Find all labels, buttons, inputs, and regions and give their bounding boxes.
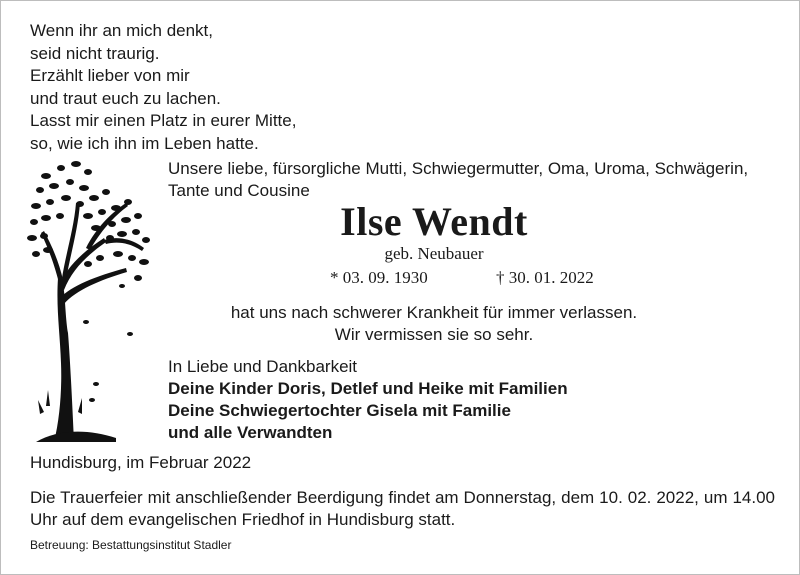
poem-line: und traut euch zu lachen. xyxy=(30,88,221,108)
poem xyxy=(30,20,296,155)
birth-name: geb. Neubauer xyxy=(384,244,484,263)
passing-line: hat uns nach schwerer Krankheit für immer verlassen. xyxy=(230,303,638,322)
place-date: Hundisburg, im Februar 2022 xyxy=(30,453,252,472)
intro-line: Tante und Cousine xyxy=(168,181,310,200)
intro-line: Unsere liebe, fürsorgliche Mutti, Schwiegermutter, Oma, Uroma, Schwägerin, xyxy=(168,159,749,178)
mourner-line: Deine Schwiegertochter Gisela mit Familie xyxy=(168,401,511,420)
passing-text xyxy=(0,302,800,346)
intro-text xyxy=(168,158,788,202)
mourner-line: und alle Verwandten xyxy=(168,423,333,442)
poem-line: Erzählt lieber von mir xyxy=(30,66,190,85)
mourners-heading: In Liebe und Dankbarkeit xyxy=(168,357,358,376)
funeral-info: Die Trauerfeier mit anschließender Beerdigung findet am Donnerstag, dem 10. 02. 2022, um 14.00 Uhr auf dem evangelischen Friedhof in Hundisburg statt. xyxy=(30,488,775,529)
death-date: † 30. 01. 2022 xyxy=(496,268,594,287)
poem-line: Lasst mir einen Platz in eurer Mitte, xyxy=(30,111,297,130)
poem-line: Wenn ihr an mich denkt, xyxy=(30,21,213,40)
birth-date: * 03. 09. 1930 xyxy=(330,268,428,287)
deceased-name: Ilse Wendt xyxy=(340,199,528,244)
passing-line: Wir vermissen sie so sehr. xyxy=(334,325,534,344)
mourners xyxy=(168,356,568,444)
care-note: Betreuung: Bestattungsinstitut Stadler xyxy=(30,538,232,552)
mourner-line: Deine Kinder Doris, Detlef und Heike mit Familien xyxy=(168,379,568,398)
poem-line: seid nicht traurig. xyxy=(30,43,160,63)
poem-line: so, wie ich ihn im Leben hatte. xyxy=(30,133,259,153)
